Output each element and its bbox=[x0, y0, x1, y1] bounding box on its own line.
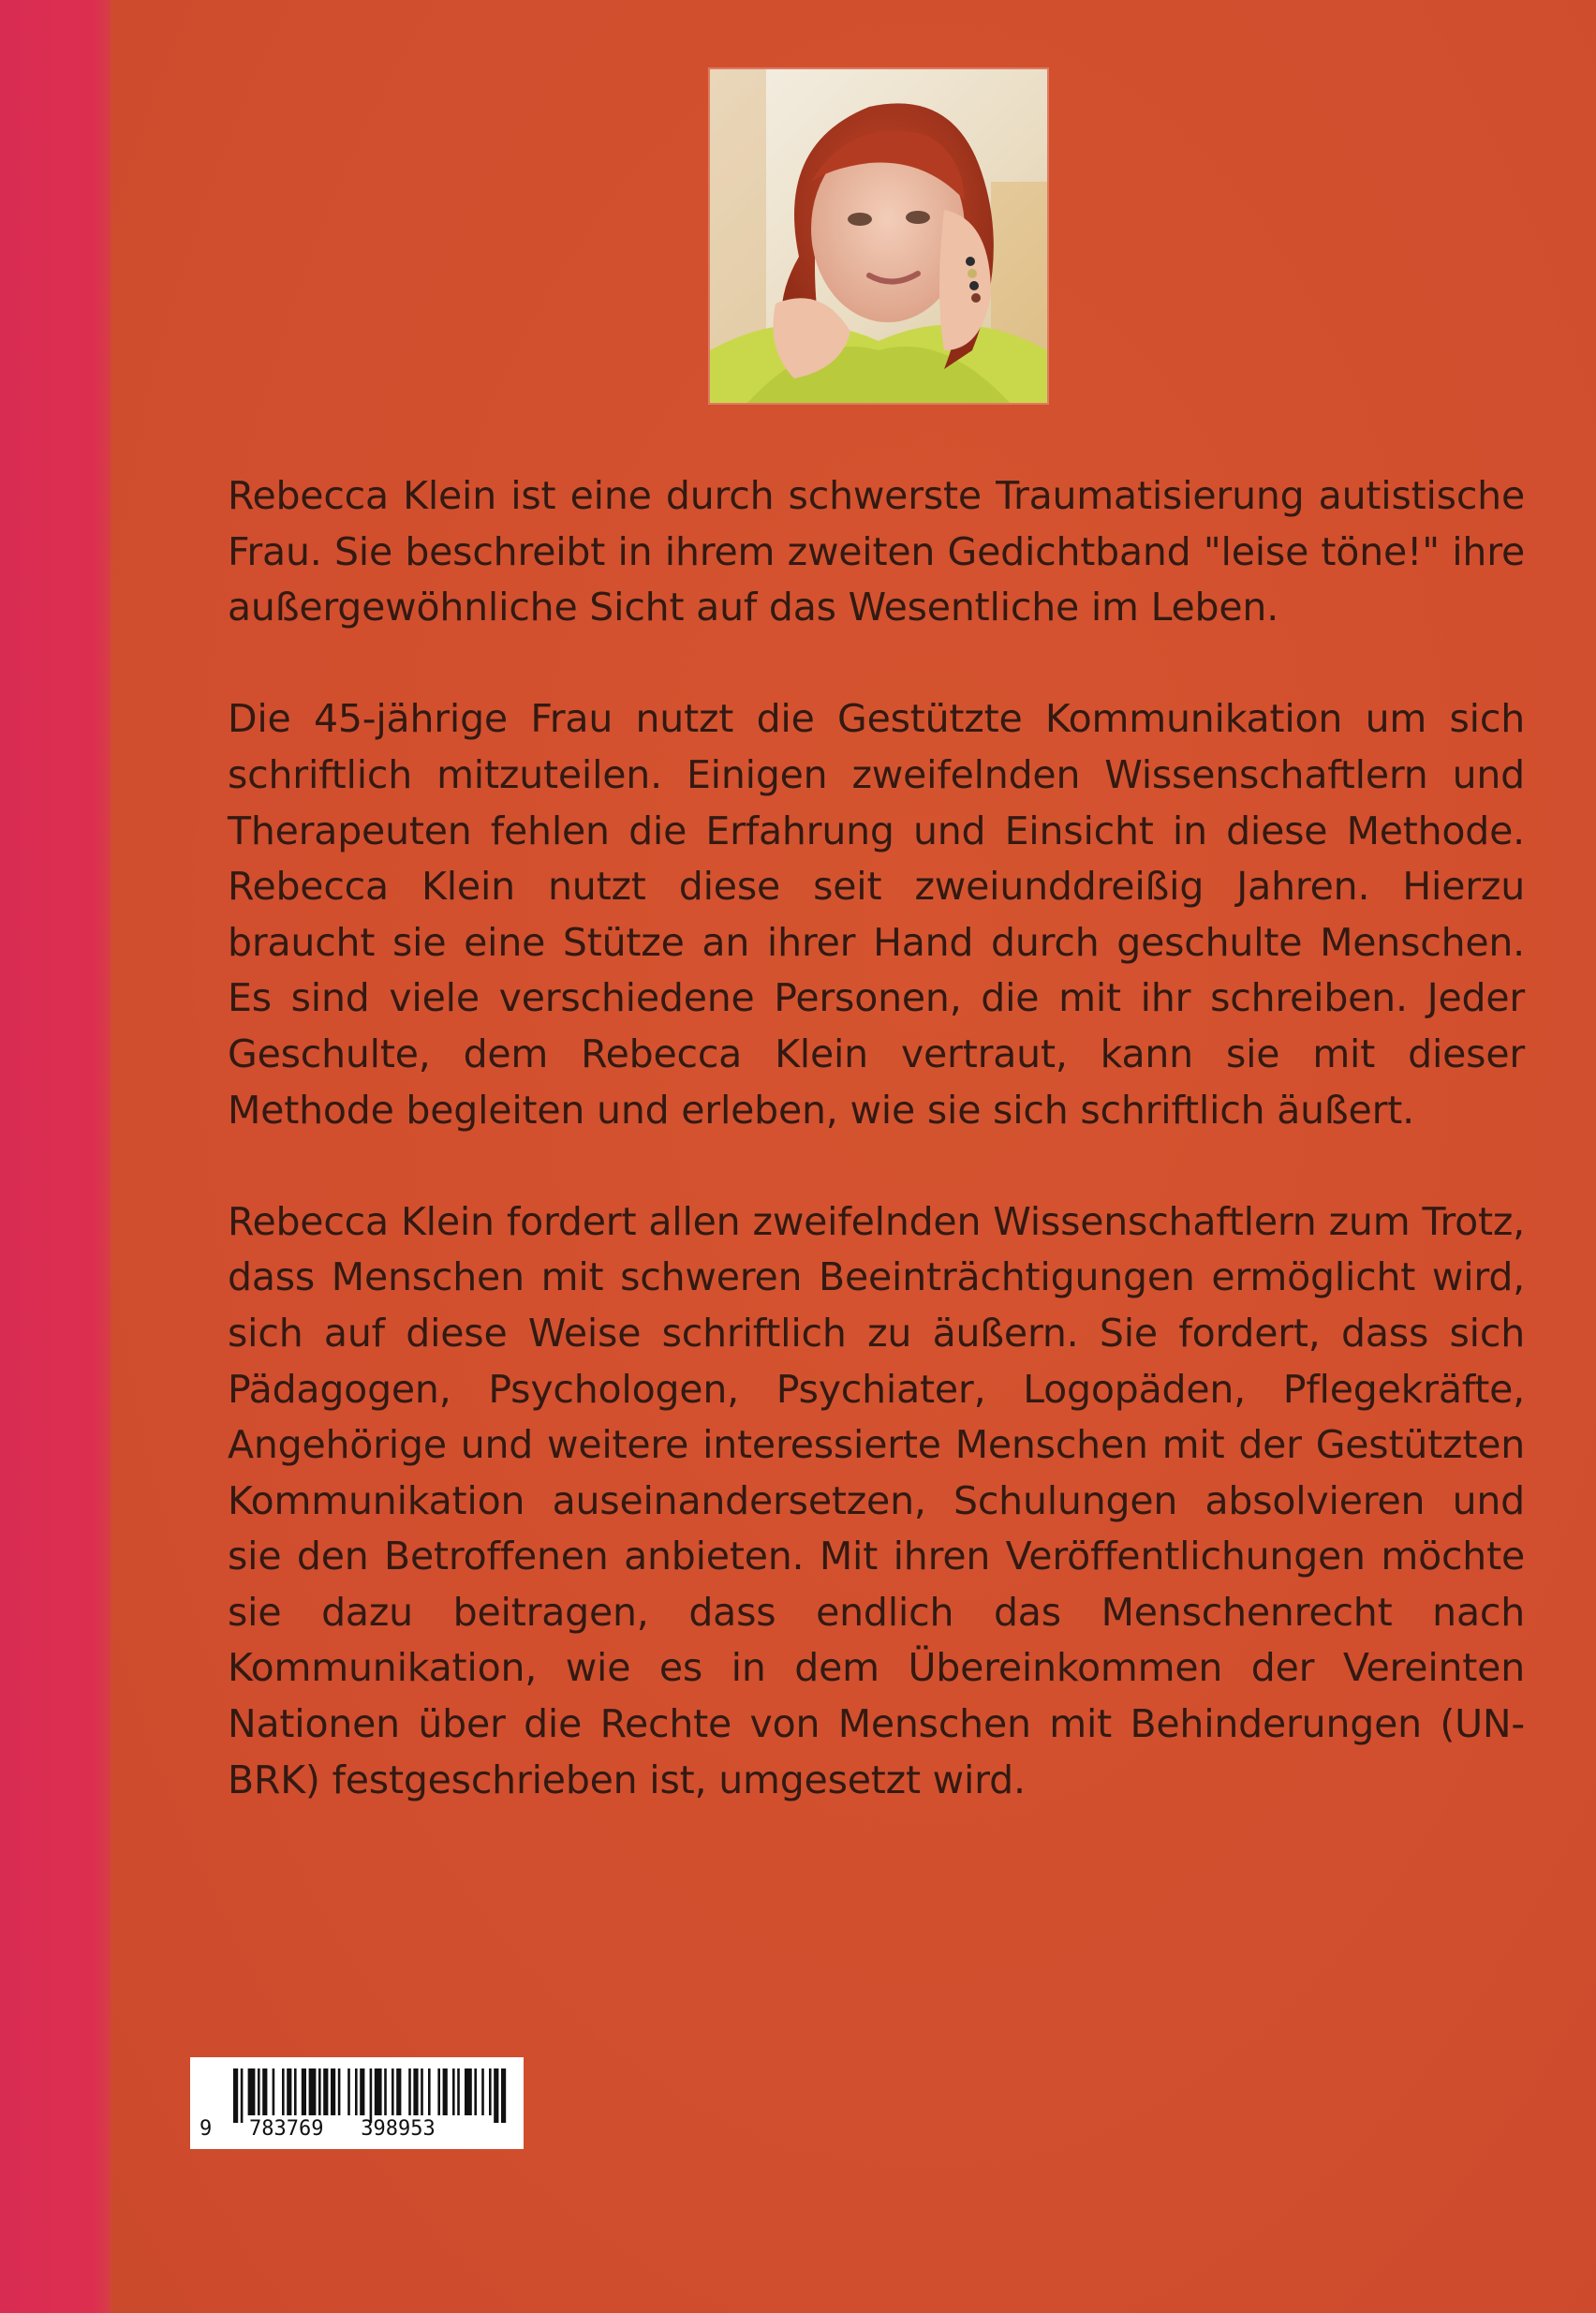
paragraph-demand: Rebecca Klein fordert allen zweifelnden Wissenschaftlern zum Trotz, dass Menschen mit schweren Beeinträchtigungen ermöglicht wird, sich auf diese Weise schriftlich zu äußern. Sie fordert, dass sich Pädagogen, Psychologen, Psychiater, Logopäden, Pflegekräfte, Angehörige und weitere interessierte Menschen mit der Gestützten Kommunikation auseinandersetzen, Schulungen absolvieren und sie den Betroffenen anbieten. Mit ihren Veröffentlichungen möchte sie dazu beitragen, dass endlich das Menschenrecht nach Kommunikation, wie es in dem Übereinkommen der Vereinten Nationen über die Rechte von Menschen mit Behinderungen (UN-BRK) festgeschrieben ist, umgesetzt wird. bbox=[228, 1198, 1525, 1802]
barcode-bar bbox=[452, 2068, 455, 2115]
barcode-bar bbox=[273, 2068, 275, 2115]
barcode-bar bbox=[302, 2068, 306, 2115]
barcode-bar bbox=[355, 2068, 358, 2115]
blurb-text bbox=[228, 468, 1525, 1864]
barcode-bar bbox=[437, 2068, 440, 2115]
barcode-bar bbox=[443, 2068, 448, 2115]
barcode-bar bbox=[413, 2068, 418, 2115]
barcode-bar bbox=[408, 2068, 411, 2115]
paragraph-method: Die 45-jährige Frau nutzt die Gestützte Kommunikation um sich schriftlich mitzuteilen. Einigen zweifelnden Wissenschaftlern und Therapeuten fehlen die Erfahrung und Einsicht in diese Methode. Rebecca Klein nutzt diese seit zweiunddreißig Jahren. Hierzu braucht sie eine Stütze an ihrer Hand durch geschulte Menschen. Es sind viele verschiedene Personen, die mit ihr schreiben. Jeder Geschulte, dem Rebecca Klein vertraut, kann sie mit dieser Methode begleiten und erleben, wie sie sich schriftlich äußert. bbox=[228, 696, 1525, 1133]
paragraph-intro: Rebecca Klein ist eine durch schwerste Traumatisierung autistische Frau. Sie beschreibt in ihrem zweiten Gedichtband "leise töne!" ihre außergewöhnliche Sicht auf das Wesentliche im Leben. bbox=[228, 473, 1525, 630]
barcode-bar bbox=[375, 2068, 382, 2115]
barcode-bar bbox=[360, 2068, 364, 2115]
barcode-digits bbox=[200, 2117, 436, 2141]
barcode-digit-group-1: 783769 bbox=[249, 2117, 324, 2141]
barcode-bar bbox=[323, 2068, 328, 2115]
barcode-bar bbox=[287, 2068, 291, 2115]
barcode-bar bbox=[347, 2068, 350, 2115]
spine-strip bbox=[0, 0, 111, 2313]
barcode-bar bbox=[262, 2068, 267, 2115]
barcode-bar bbox=[421, 2068, 423, 2115]
barcode-bar bbox=[481, 2068, 484, 2115]
barcode-bar bbox=[241, 2068, 244, 2123]
barcode-digit-first: 9 bbox=[200, 2117, 213, 2141]
barcode-bar bbox=[248, 2068, 256, 2115]
barcode-bar bbox=[318, 2068, 321, 2115]
barcode-bar bbox=[370, 2068, 373, 2123]
barcode-bar bbox=[494, 2068, 498, 2123]
barcode-bar bbox=[294, 2068, 297, 2115]
barcode-bar bbox=[331, 2068, 335, 2115]
barcode-bar bbox=[392, 2068, 394, 2115]
barcode-bar bbox=[309, 2068, 317, 2115]
author-portrait bbox=[710, 69, 1047, 403]
barcode-bar bbox=[282, 2068, 285, 2115]
barcode-bar bbox=[465, 2068, 472, 2115]
barcode-bar bbox=[501, 2068, 506, 2123]
barcode-digit-group-2: 398953 bbox=[361, 2117, 436, 2141]
barcode-bar bbox=[258, 2068, 260, 2115]
barcode-bar bbox=[428, 2068, 431, 2115]
barcode-bar bbox=[474, 2068, 477, 2115]
barcode-bar bbox=[338, 2068, 341, 2115]
barcode-bar bbox=[489, 2068, 492, 2115]
isbn-barcode-icon bbox=[190, 2057, 524, 2123]
barcode-bar bbox=[384, 2068, 387, 2115]
barcode-bar bbox=[396, 2068, 401, 2115]
barcode-bar bbox=[233, 2068, 238, 2123]
barcode-bar bbox=[457, 2068, 460, 2115]
isbn-barcode bbox=[190, 2057, 524, 2149]
author-portrait-icon bbox=[710, 69, 1047, 403]
